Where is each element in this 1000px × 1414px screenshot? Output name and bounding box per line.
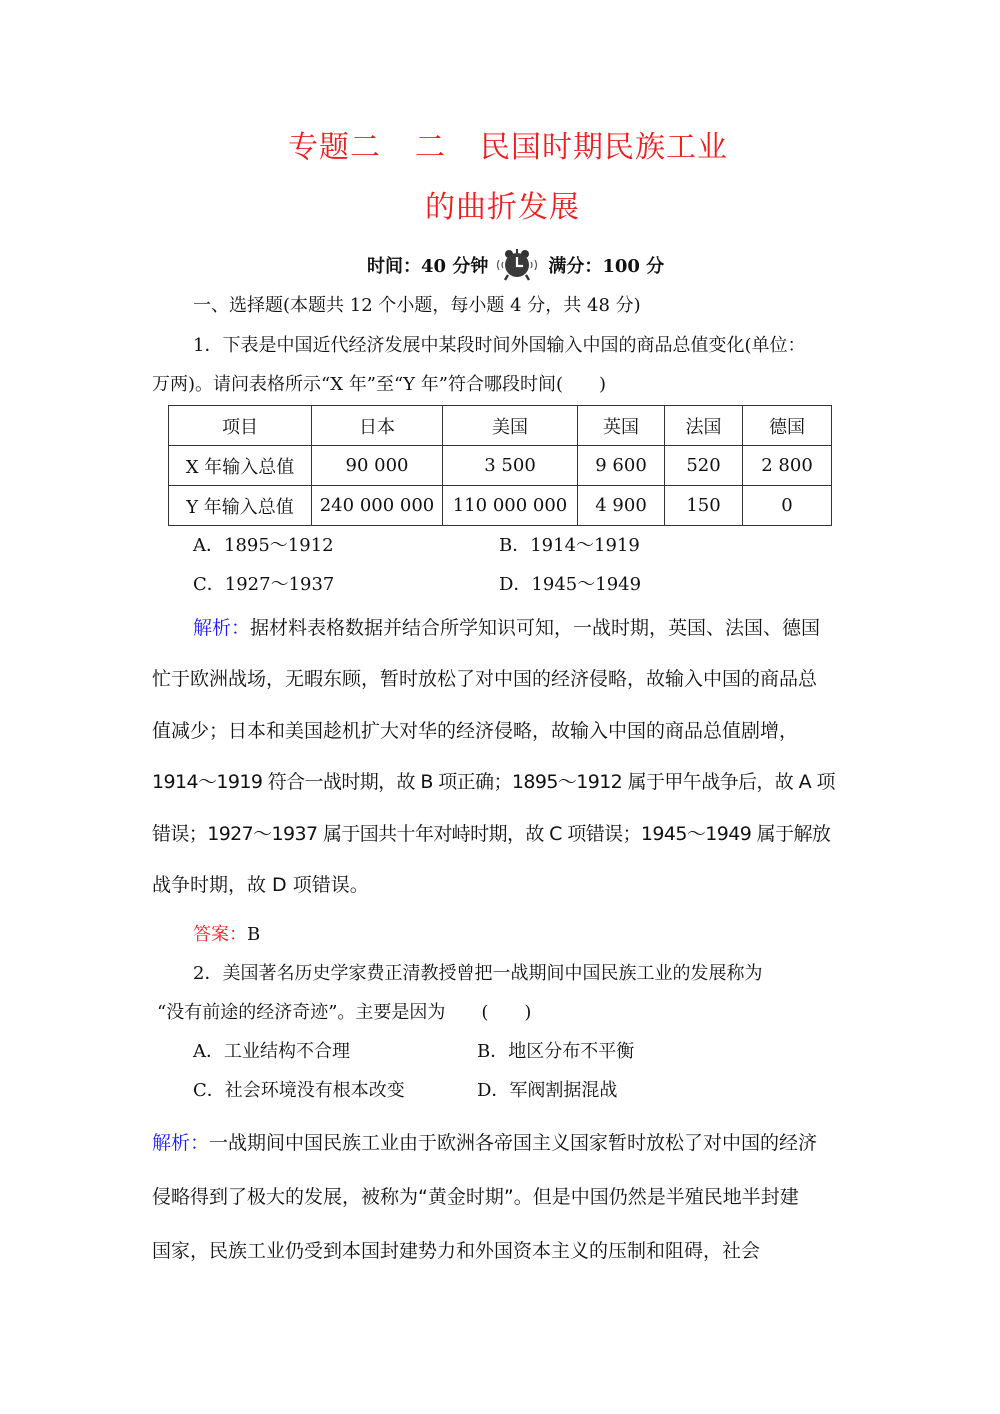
table-cell: 3 500: [443, 446, 578, 486]
q1-option-a: A．1895～1912: [193, 535, 334, 556]
q1-analysis-line: 忙于欧洲战场，无暇东顾，暂时放松了对中国的经济侵略，故输入中国的商品总: [152, 668, 818, 690]
q1-analysis-line: [193, 613, 820, 640]
q2-option-c: C．社会环境没有根本改变: [193, 1080, 405, 1101]
title-topic: 专题二: [288, 130, 381, 165]
table-cell: 520: [665, 446, 743, 486]
page-title-line1: [288, 122, 728, 166]
q2-stem-line2: “没有前途的经济奇迹”。主要是因为 ( ): [157, 1002, 532, 1023]
table-header-cell: 德国: [743, 406, 832, 446]
q1-answer-label: 答案：: [193, 924, 247, 945]
q1-data-table: [168, 405, 832, 526]
q2-option-d: D．军阀割据混战: [477, 1080, 618, 1101]
q2-analysis-label: 解析：: [152, 1132, 210, 1154]
q2-option-b: B．地区分布不平衡: [477, 1041, 635, 1062]
q1-analysis-line: 错误；1927～1937 属于国共十年对峙时期，故 C 项错误；1945～1949 属于解放: [152, 823, 831, 845]
table-cell: 9 600: [578, 446, 665, 486]
q1-stem-line1: 1．下表是中国近代经济发展中某段时间外国输入中国的商品总值变化(单位：: [193, 335, 806, 356]
q2-stem-line1: 2．美国著名历史学家费正清教授曾把一战期间中国民族工业的发展称为: [193, 963, 763, 984]
title-main: 民国时期民族工业: [480, 130, 728, 165]
alarm-clock-icon: [494, 248, 540, 282]
q2-option-a: A．工业结构不合理: [193, 1041, 350, 1062]
q1-option-d: D．1945～1949: [499, 574, 642, 595]
table-cell: 4 900: [578, 486, 665, 526]
table-cell: 240 000 000: [312, 486, 443, 526]
exam-meta: [367, 248, 664, 282]
q1-analysis-line: 战争时期，故 D 项错误。: [152, 874, 369, 896]
q1-option-c: C．1927～1937: [193, 574, 335, 595]
table-header-row: [169, 406, 832, 446]
page-title-line2: 的曲折发展: [425, 190, 580, 225]
table-cell: X 年输入总值: [169, 446, 312, 486]
q1-stem-line2: 万两)。请问表格所示“X 年”至“Y 年”符合哪段时间( ): [152, 374, 607, 395]
q1-analysis-line: 值减少；日本和美国趁机扩大对华的经济侵略，故输入中国的商品总值剧增，: [152, 720, 799, 742]
q1-answer-value: B: [247, 924, 261, 945]
section-heading: 一、选择题(本题共 12 个小题，每小题 4 分，共 48 分): [193, 295, 641, 316]
q1-analysis-text: 据材料表格数据并结合所学知识可知，一战时期，英国、法国、德国: [250, 617, 821, 639]
table-cell: 2 800: [743, 446, 832, 486]
score-label: 满分：100 分: [548, 256, 665, 277]
table-header-cell: 法国: [665, 406, 743, 446]
q1-analysis-label: 解析：: [193, 617, 251, 639]
title-number: 二: [415, 130, 446, 165]
q1-option-b: B．1914～1919: [499, 535, 640, 556]
q2-analysis-text: 一战期间中国民族工业由于欧洲各帝国主义国家暂时放松了对中国的经济: [209, 1132, 818, 1154]
table-header-cell: 项目: [169, 406, 312, 446]
table-cell: 0: [743, 486, 832, 526]
table-cell: 90 000: [312, 446, 443, 486]
table-header-cell: 日本: [312, 406, 443, 446]
q2-analysis-line: [152, 1128, 817, 1155]
q1-answer: [193, 920, 260, 946]
table-cell: 150: [665, 486, 743, 526]
table-header-cell: 英国: [578, 406, 665, 446]
q2-analysis-line: 侵略得到了极大的发展，被称为“黄金时期”。但是中国仍然是半殖民地半封建: [152, 1186, 799, 1208]
table-cell: 110 000 000: [443, 486, 578, 526]
table-row: [169, 446, 832, 486]
q1-analysis-line: 1914～1919 符合一战时期，故 B 项正确；1895～1912 属于甲午战争后，故 A 项: [152, 771, 835, 793]
table-header-cell: 美国: [443, 406, 578, 446]
table-cell: Y 年输入总值: [169, 486, 312, 526]
time-label: 时间：40 分钟: [367, 256, 489, 277]
table-row: [169, 486, 832, 526]
q2-analysis-line: 国家，民族工业仍受到本国封建势力和外国资本主义的压制和阻碍，社会: [152, 1240, 761, 1262]
